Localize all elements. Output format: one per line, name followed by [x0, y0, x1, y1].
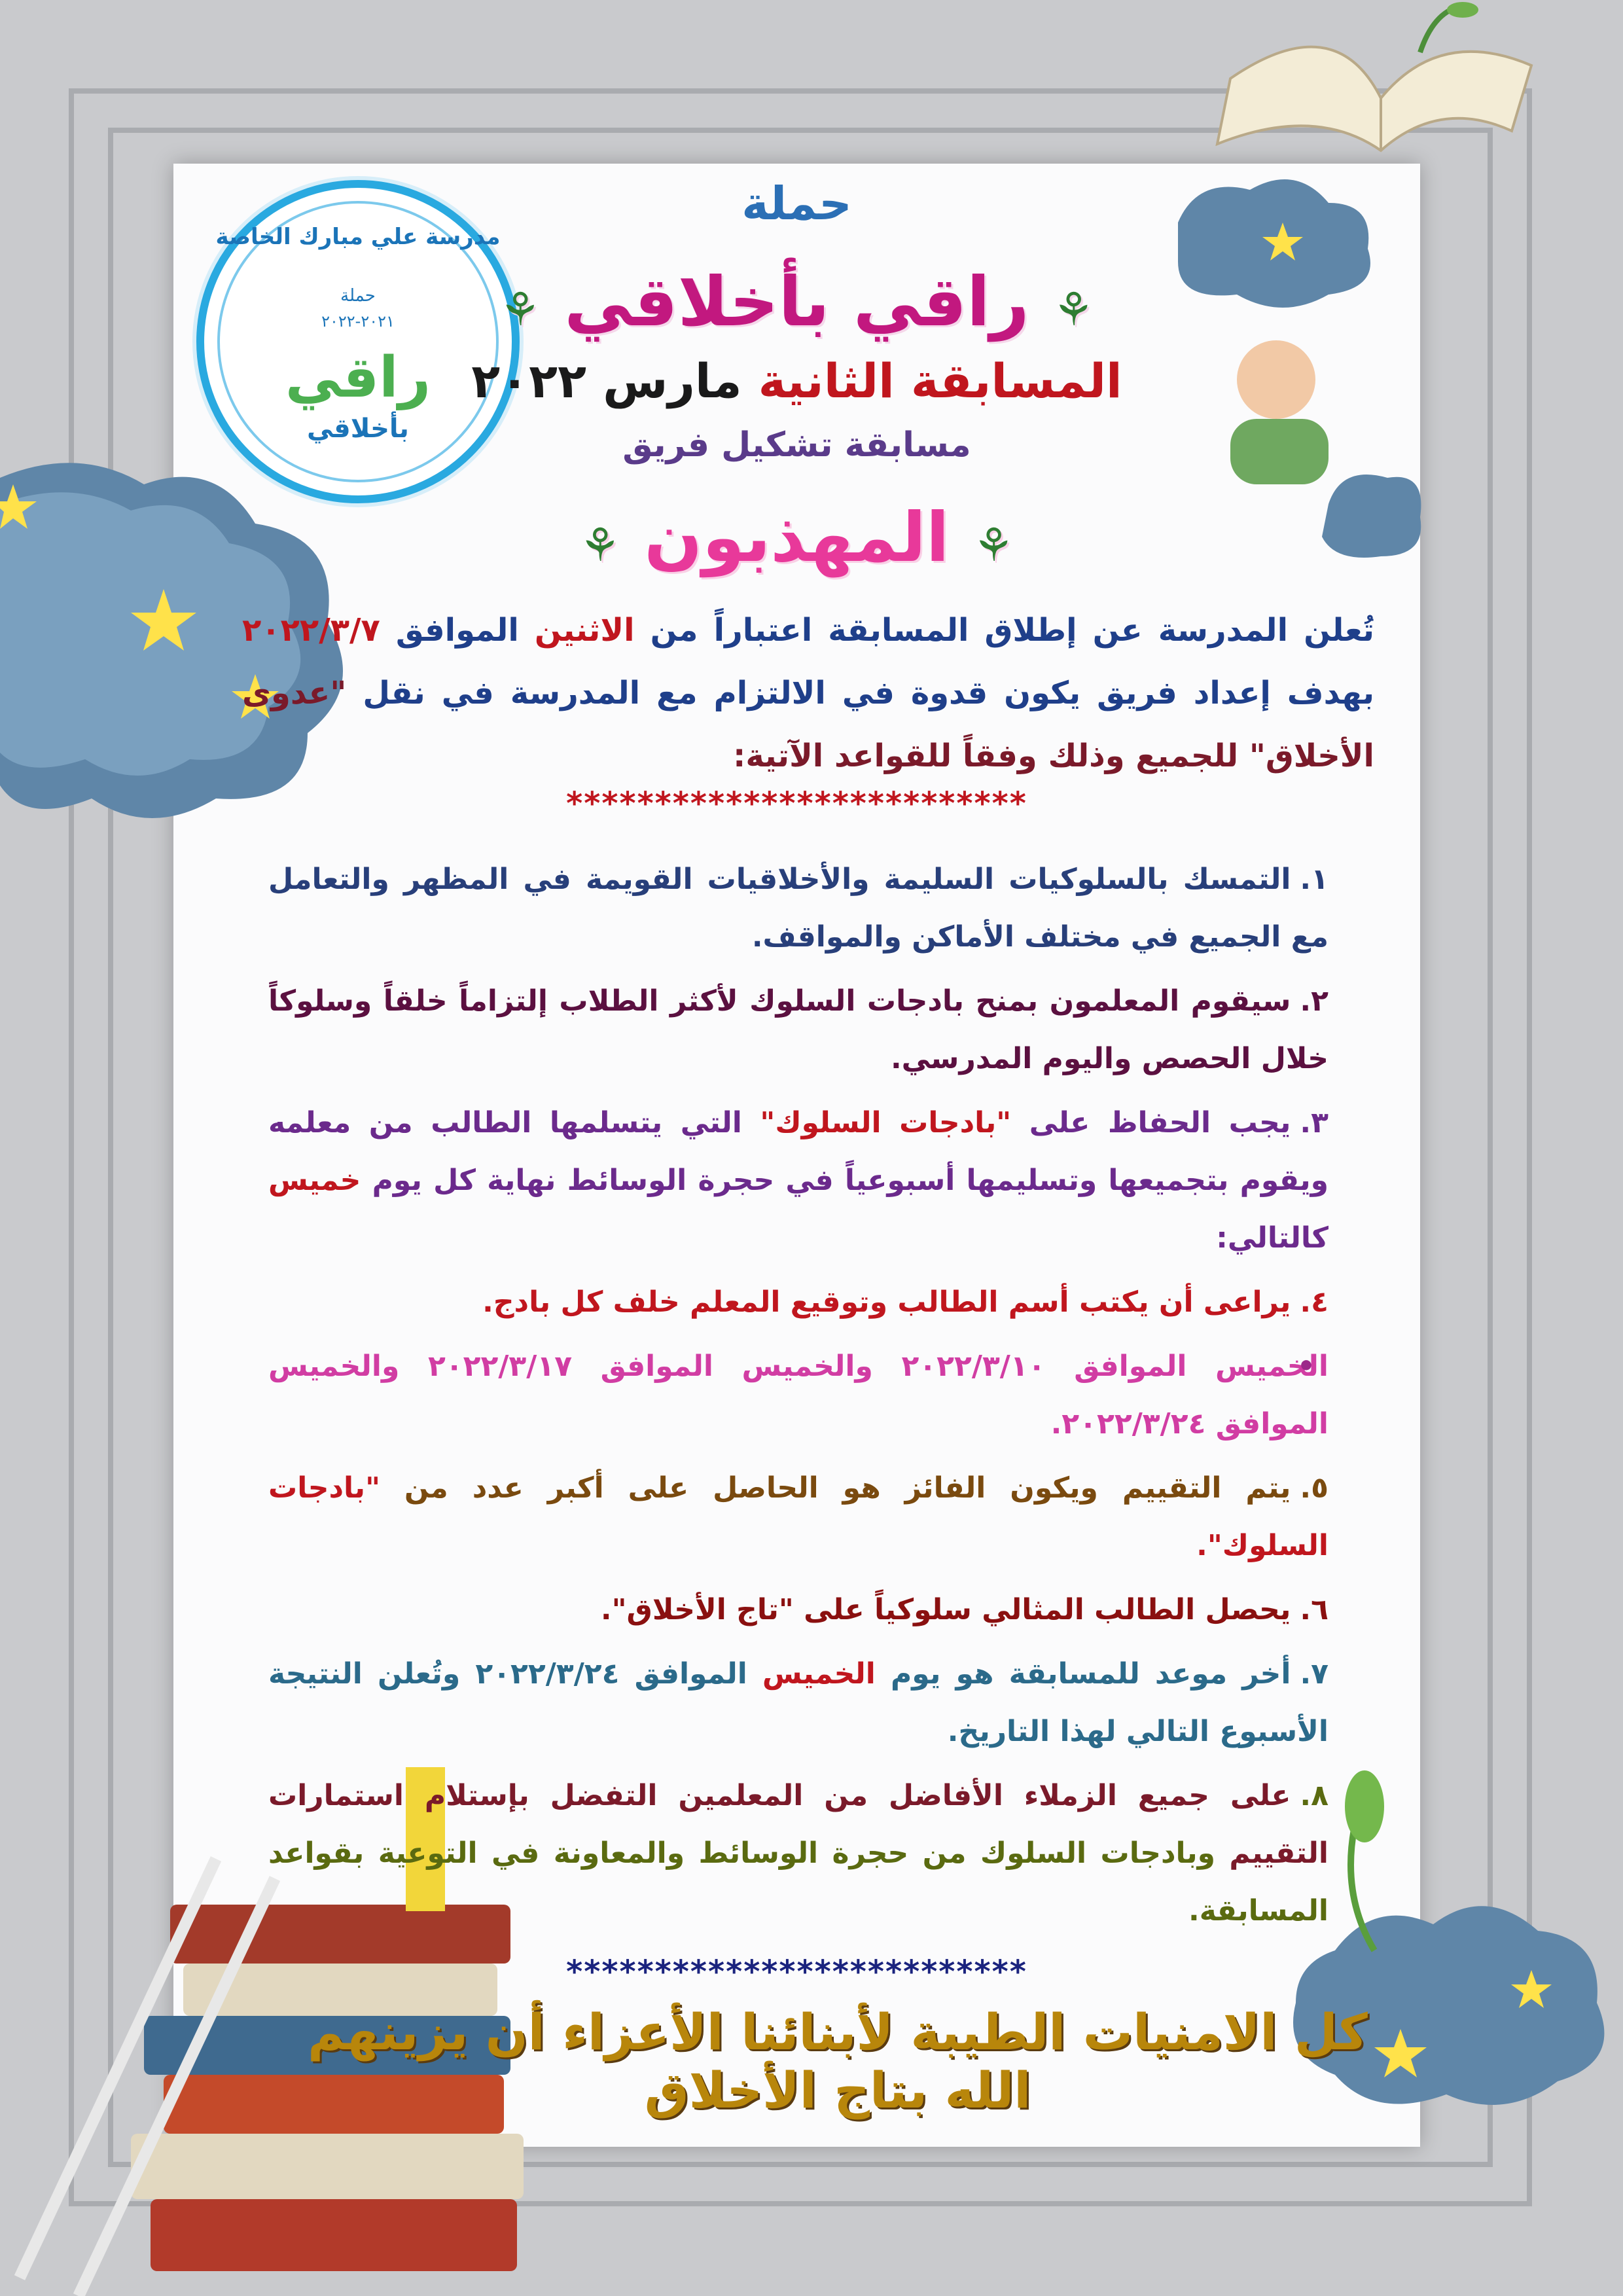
intro-part5: للجميع وذلك وفقاً للقواعد الآتية: — [733, 738, 1249, 774]
rule-number: ٣. — [1300, 1106, 1329, 1139]
rule-item — [268, 1460, 1329, 1575]
competition-line — [173, 353, 1420, 408]
rule-text: وبادجات السلوك من حجرة الوسائط والمعاونة في التوعية بقواعد المسابقة. — [268, 1837, 1329, 1928]
rule-text: يجب الحفاظ على — [1011, 1106, 1291, 1139]
rule-number: ٧. — [1300, 1657, 1329, 1691]
palm-icon: ⚘ — [972, 518, 1014, 572]
rule-number: ٤. — [1300, 1285, 1329, 1319]
rule-number: ٨. — [1300, 1779, 1329, 1812]
rule-text: يحصل الطالب المثالي سلوكياً على "تاج الأخلاق". — [600, 1593, 1291, 1626]
rule-text: يراعى أن يكتب أسم الطالب وتوقيع المعلم خلف كل بادج. — [482, 1285, 1291, 1319]
logo-brand-sub: بأخلاقي — [307, 414, 409, 444]
rules-list — [268, 851, 1329, 1946]
rule-text: الموافق ٢٠٢٢/٣/٢٤ وتُعلن النتيجة الأسبوع التالي لهذا التاريخ. — [268, 1657, 1329, 1748]
rule-text: التي يتسلمها الطالب من معلمه ويقوم بتجميعها وتسليمها أسبوعياً في حجرة الوسائط نهاية كل يوم — [268, 1106, 1329, 1197]
competition-date: مارس ٢٠٢٢ — [471, 353, 742, 408]
rule-item — [268, 851, 1329, 966]
campaign-label: حملة — [741, 177, 852, 230]
rule-item — [268, 973, 1329, 1088]
team-name-row — [173, 497, 1420, 577]
campaign-name: راقي بأخلاقي — [564, 262, 1029, 342]
palm-icon: ⚘ — [579, 518, 621, 572]
intro-part4: بهدف إعداد فريق يكون قدوة في الالتزام مع المدرسة في نقل — [346, 675, 1374, 711]
rule-subitem-dates — [268, 1338, 1329, 1453]
separator-top: ************************** — [566, 785, 1027, 822]
logo-school-name: مدرسة علي مبارك الخاصة — [215, 224, 501, 250]
rule-text: على جميع الزملاء الأفاضل من المعلمين التفضل بإستلام استمارات التقييم — [268, 1779, 1329, 1870]
rule-quote: "بادجات السلوك" — [760, 1106, 1012, 1139]
intro-part1: تُعلن المدرسة عن إطلاق المسابقة اعتباراً من — [634, 612, 1375, 649]
rule-item — [268, 1094, 1329, 1267]
rule-item — [268, 1645, 1329, 1761]
rule-item — [268, 1767, 1329, 1940]
campaign-name-row — [173, 262, 1420, 342]
rule-number: ٥. — [1300, 1471, 1329, 1505]
palm-icon: ⚘ — [499, 283, 541, 336]
intro-quote: "عدوى الأخلاق" — [242, 675, 1374, 774]
rule-text: أخر موعد للمسابقة هو يوم — [875, 1657, 1291, 1691]
intro-date: ٢٠٢٢/٣/٧ — [242, 612, 380, 649]
intro-paragraph — [242, 599, 1374, 787]
palm-icon: ⚘ — [1052, 283, 1094, 336]
closing-message: كل الامنيات الطيبة لأبنائنا الأعزاء أن يزينهم الله بتاج الأخلاق — [308, 2003, 1368, 2119]
rule-quote: "بادجات السلوك". — [268, 1471, 1329, 1562]
rule-number: ٦. — [1300, 1593, 1329, 1626]
separator-bottom: ************************** — [566, 1954, 1027, 1990]
rule-number: ٢. — [1300, 984, 1329, 1018]
logo-brand: راقي — [285, 345, 431, 410]
logo-years: ٢٠٢١-٢٠٢٢ — [321, 312, 395, 331]
rule-text: الخميس الموافق ٢٠٢٢/٣/١٠ والخميس الموافق ٢٠٢٢/٣/١٧ والخميس الموافق ٢٠٢٢/٣/٢٤. — [268, 1350, 1329, 1441]
competition-label: المسابقة الثانية — [758, 353, 1122, 408]
rule-number: ١. — [1300, 863, 1329, 896]
rule-text: يتم التقييم ويكون الفائز هو الحاصل على أكبر عدد من — [380, 1471, 1291, 1505]
competition-subtitle: مسابقة تشكيل فريق — [622, 425, 971, 465]
rule-text: سيقوم المعلمون بمنح بادجات السلوك لأكثر الطلاب إلتزاماً خلقاً وسلوكاً خلال الحصص واليوم المدرسي. — [268, 984, 1329, 1075]
book-top-right-illustration — [1204, 0, 1544, 170]
intro-part3: الموافق — [380, 612, 535, 649]
rule-day: الخميس — [762, 1657, 876, 1691]
rule-day: خميس — [268, 1164, 361, 1197]
rule-item — [268, 1274, 1329, 1331]
rule-text: التمسك بالسلوكيات السليمة والأخلاقيات القويمة في المظهر والتعامل مع الجميع في مختلف الأماكن والمواقف. — [268, 863, 1329, 954]
rule-text: كالتالي: — [1216, 1221, 1329, 1255]
intro-day: الاثنين — [534, 612, 635, 649]
logo-campaign: حملة — [340, 286, 376, 306]
rule-item — [268, 1581, 1329, 1639]
team-name: المهذبون — [644, 497, 950, 577]
